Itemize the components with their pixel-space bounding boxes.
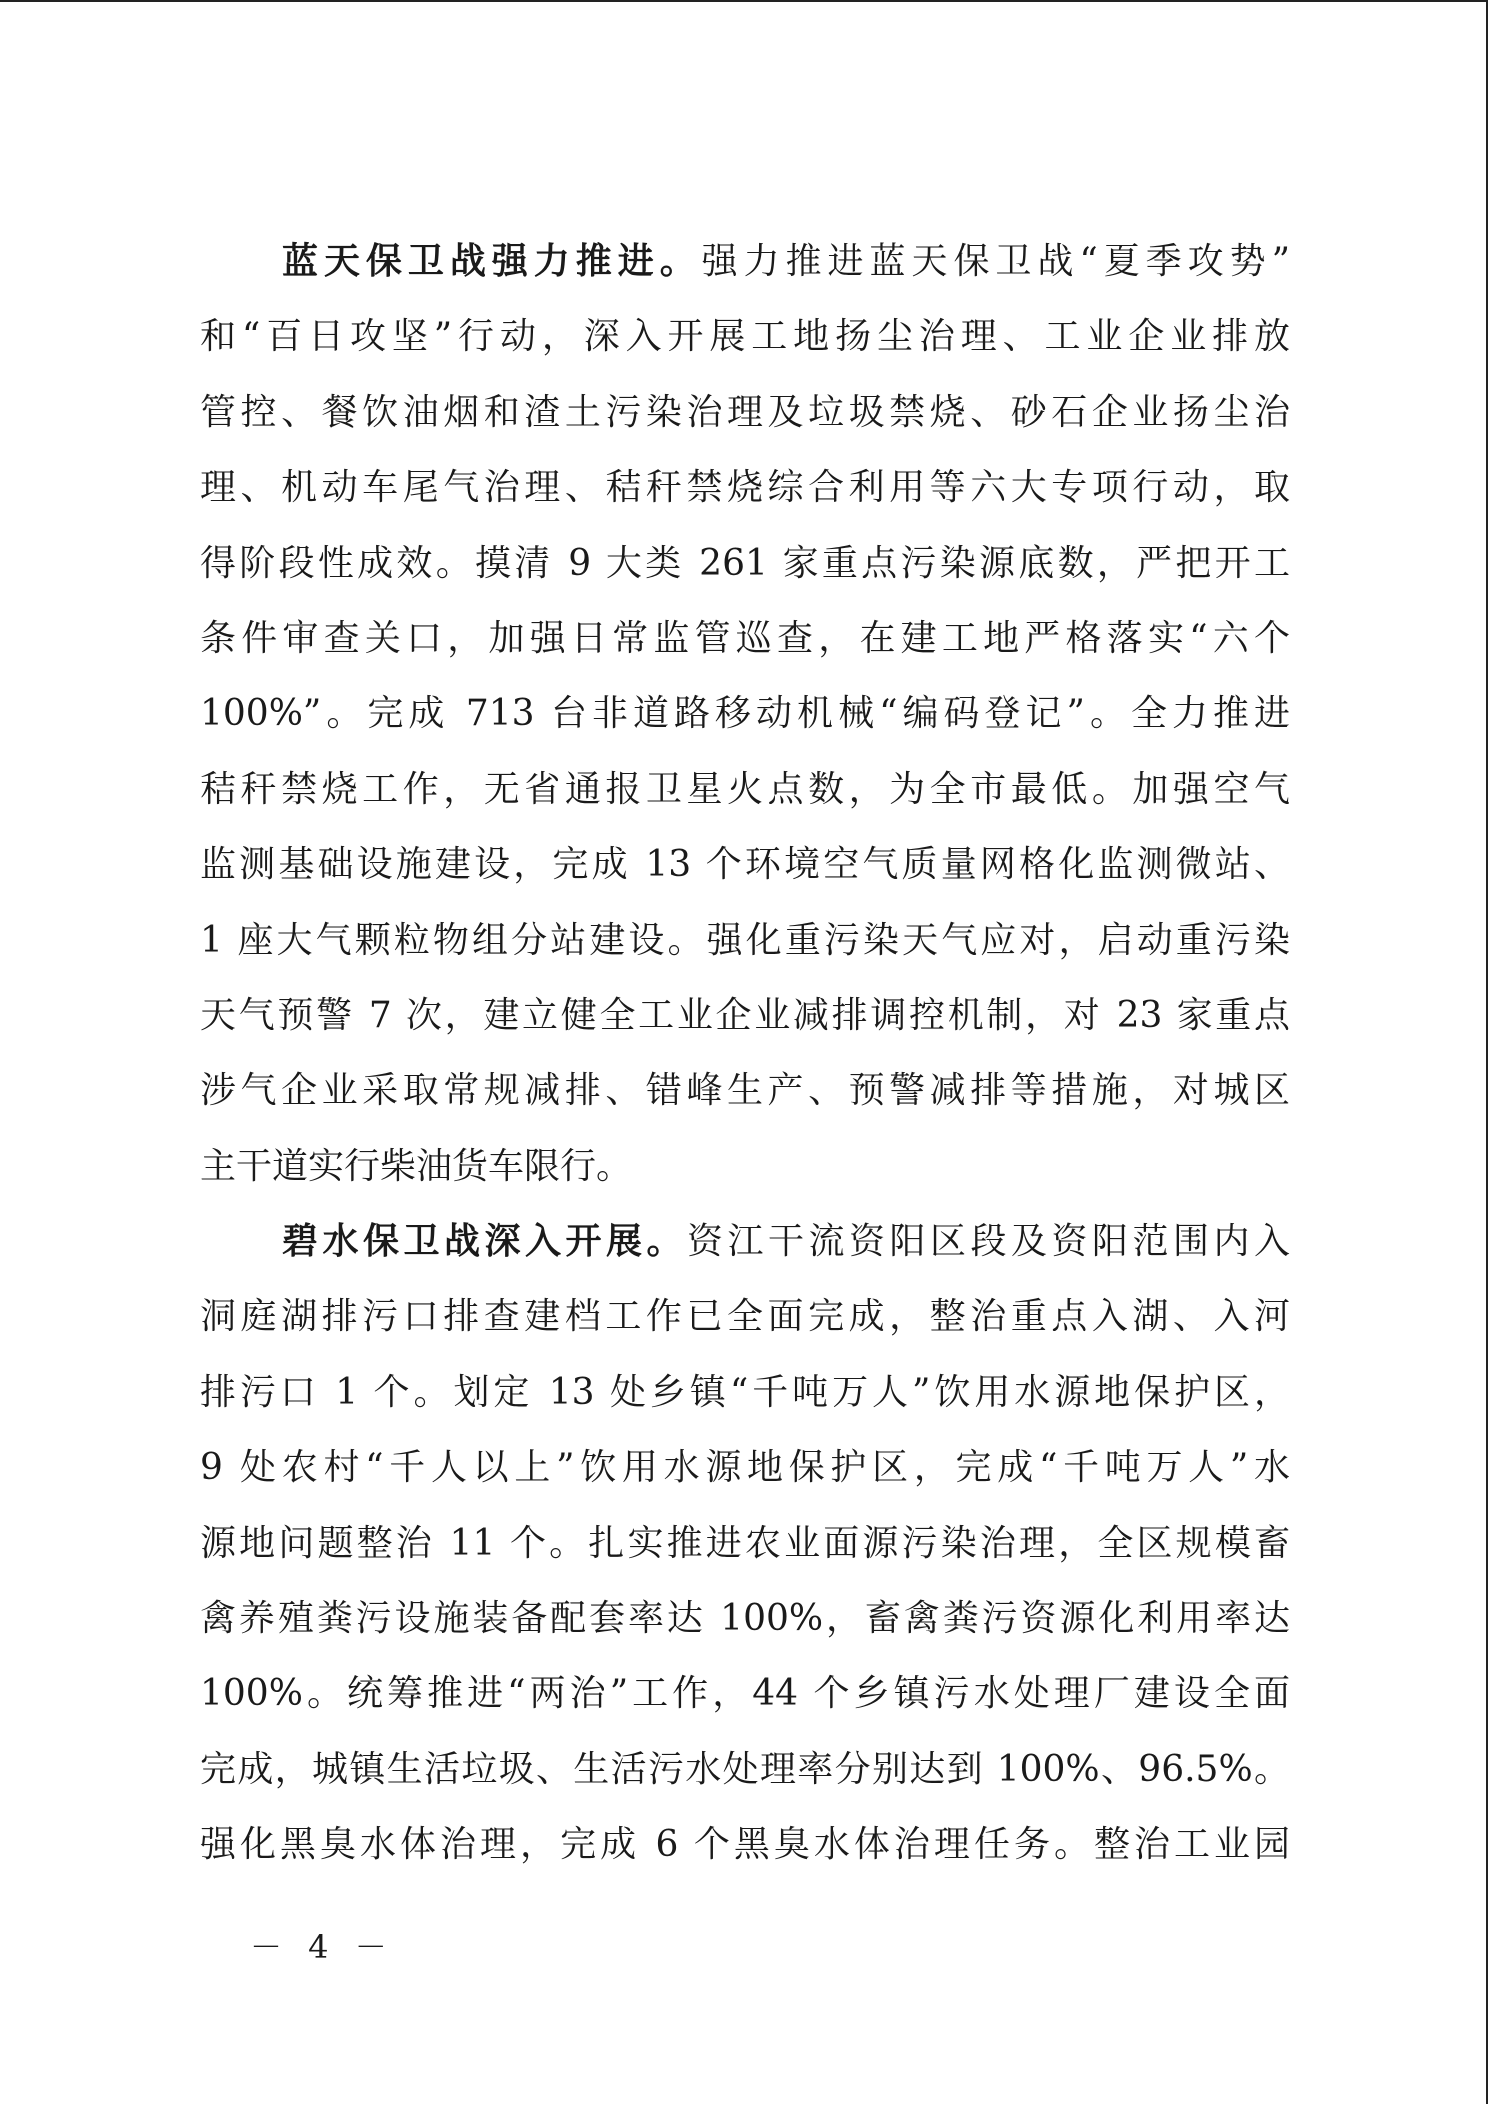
paragraph-1-line: 主干道实行柴油货车限行。 — [200, 1145, 633, 1187]
paragraph-2-line-1 — [200, 1204, 1290, 1279]
paragraph-2-line: 源地问题整治 11 个。扎实推进农业面源污染治理，全区规模畜 — [200, 1522, 1290, 1564]
paragraph-2-line: 洞庭湖排污口排查建档工作已全面完成，整治重点入湖、入河 — [200, 1296, 1290, 1338]
paragraph-1-line: 涉气企业采取常规减排、错峰生产、预警减排等措施，对城区 — [200, 1070, 1290, 1112]
document-body — [200, 224, 1290, 1883]
paragraph-2-text: 资江干流资阳区段及资阳范围内入 — [687, 1221, 1290, 1263]
paragraph-1-line: 100%”。完成 713 台非道路移动机械“编码登记”。全力推进 — [200, 693, 1290, 735]
paragraph-2-line: 9 处农村“千人以上”饮用水源地保护区，完成“千吨万人”水 — [200, 1447, 1290, 1489]
paragraph-2-line: 排污口 1 个。划定 13 处乡镇“千吨万人”饮用水源地保护区， — [200, 1371, 1290, 1413]
paragraph-1-line: 天气预警 7 次，建立健全工业企业减排调控机制，对 23 家重点 — [200, 994, 1290, 1036]
page-number: － 4 － — [250, 1928, 395, 1966]
paragraph-1-line-1 — [200, 224, 1290, 299]
paragraph-2-line: 100%。统筹推进“两治”工作，44 个乡镇污水处理厂建设全面 — [200, 1673, 1290, 1715]
paragraph-2-line: 完成，城镇生活垃圾、生活污水处理率分别达到 100%、96.5%。 — [200, 1748, 1290, 1790]
paragraph-1-line: 理、机动车尾气治理、秸秆禁烧综合利用等六大专项行动，取 — [200, 467, 1290, 509]
paragraph-1-line: 管控、餐饮油烟和渣土污染治理及垃圾禁烧、砂石企业扬尘治 — [200, 391, 1290, 433]
paragraph-1-text: 强力推进蓝天保卫战“夏季攻势” — [701, 241, 1290, 282]
paragraph-1-line: 秸秆禁烧工作，无省通报卫星火点数，为全市最低。加强空气 — [200, 768, 1290, 810]
paragraph-1-line: 和“百日攻坚”行动，深入开展工地扬尘治理、工业企业排放 — [200, 316, 1290, 358]
paragraph-1-line: 1 座大气颗粒物组分站建设。强化重污染天气应对，启动重污染 — [200, 919, 1290, 961]
paragraph-1-line: 监测基础设施建设，完成 13 个环境空气质量网格化监测微站、 — [200, 844, 1290, 886]
paragraph-1-line: 得阶段性成效。摸清 9 大类 261 家重点污染源底数，严把开工 — [200, 542, 1290, 584]
paragraph-1-heading: 蓝天保卫战强力推进。 — [282, 240, 702, 282]
paragraph-2-heading: 碧水保卫战深入开展。 — [282, 1220, 687, 1263]
paragraph-1-line: 条件审查关口，加强日常监管巡查，在建工地严格落实“六个 — [200, 617, 1290, 659]
paragraph-2-line: 强化黑臭水体治理，完成 6 个黑臭水体治理任务。整治工业园 — [200, 1824, 1290, 1866]
paragraph-2-line: 禽养殖粪污设施装备配套率达 100%，畜禽粪污资源化利用率达 — [200, 1598, 1290, 1640]
